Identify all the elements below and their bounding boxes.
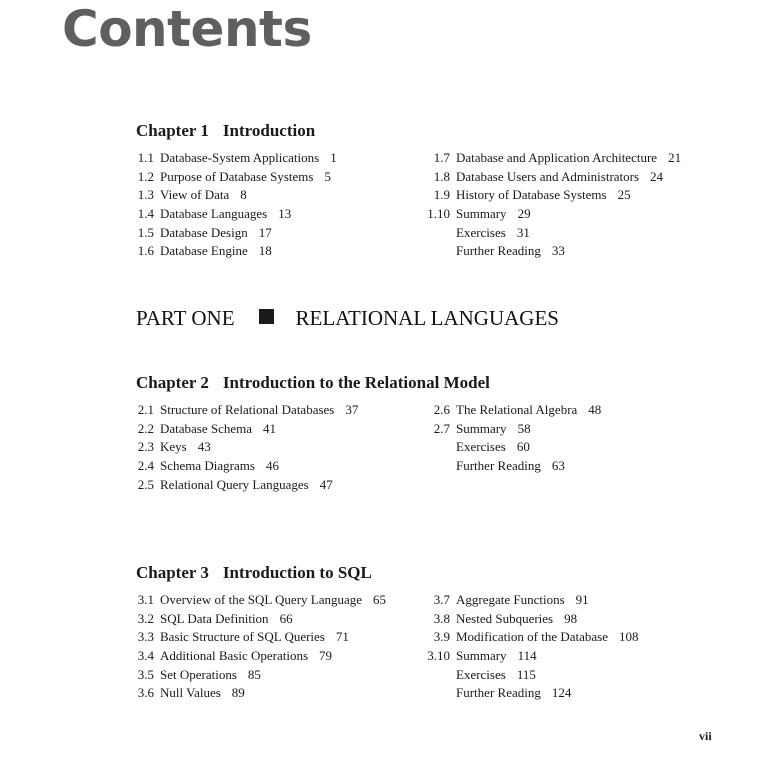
chapter-1-title: Introduction xyxy=(222,121,316,140)
section-title: Database Languages xyxy=(160,206,268,222)
section-number: 3.5 xyxy=(137,666,154,682)
chapter-2-title: Introduction to the Relational Model xyxy=(222,373,490,392)
section-page: 17 xyxy=(258,224,272,240)
section-number: 3.9 xyxy=(433,629,450,645)
section-page: 37 xyxy=(345,402,359,417)
toc-entry xyxy=(136,591,386,610)
section-page: 114 xyxy=(517,648,537,664)
toc-entry xyxy=(424,457,601,476)
section-title: Exercises xyxy=(456,224,506,240)
section-page: 115 xyxy=(516,666,536,682)
section-number: 3.6 xyxy=(137,685,154,701)
section-number: 2.3 xyxy=(137,439,154,455)
section-number: 3.2 xyxy=(137,610,154,626)
section-title: Set Operations xyxy=(160,666,237,682)
toc-entry xyxy=(136,149,337,168)
toc-entry xyxy=(424,647,638,666)
section-number: 2.1 xyxy=(137,402,154,417)
chapter-3-right-column xyxy=(424,591,638,703)
section-page: 85 xyxy=(247,666,261,682)
chapter-3-label: Chapter 3 xyxy=(136,563,209,582)
part-heading xyxy=(136,305,559,331)
section-title: Exercises xyxy=(456,666,506,682)
black-square-icon xyxy=(259,309,274,324)
section-page: 65 xyxy=(373,592,387,607)
toc-entry xyxy=(136,205,337,224)
toc-entry xyxy=(136,401,358,420)
toc-entry xyxy=(136,647,386,666)
section-title: Database Schema xyxy=(160,420,253,436)
section-number: 3.10 xyxy=(427,648,450,664)
section-number: 3.3 xyxy=(137,629,154,645)
section-page: 13 xyxy=(278,206,292,222)
page-number: vii xyxy=(699,729,712,743)
section-page: 1 xyxy=(330,150,337,165)
section-page: 43 xyxy=(197,439,211,455)
toc-entry xyxy=(136,224,337,243)
chapter-2-right-column xyxy=(424,401,601,476)
section-page: 79 xyxy=(319,648,333,664)
section-title: Database Engine xyxy=(160,243,248,259)
section-title: Overview of the SQL Query Language xyxy=(160,592,363,607)
section-number: 1.9 xyxy=(433,187,450,203)
toc-entry xyxy=(424,168,681,187)
section-page: 108 xyxy=(618,629,639,645)
section-page: 46 xyxy=(265,458,279,474)
section-title: Further Reading xyxy=(456,458,541,474)
section-number: 1.4 xyxy=(137,206,154,222)
chapter-1-heading xyxy=(136,121,315,141)
toc-entry xyxy=(424,186,681,205)
section-number: 1.5 xyxy=(137,224,154,240)
section-number: 3.1 xyxy=(137,592,154,607)
section-title: Exercises xyxy=(456,439,506,455)
section-title: Null Values xyxy=(160,685,221,701)
section-page: 60 xyxy=(516,439,530,455)
toc-entry xyxy=(136,476,358,495)
section-page: 5 xyxy=(324,168,331,184)
toc-entry xyxy=(424,401,601,420)
toc-entry xyxy=(424,420,601,439)
toc-entry xyxy=(136,684,386,703)
section-title: Schema Diagrams xyxy=(160,458,255,474)
section-title: Database-System Applications xyxy=(160,150,320,165)
section-page: 124 xyxy=(551,685,572,701)
section-title: Database and Application Architecture xyxy=(456,150,658,165)
section-title: Basic Structure of SQL Queries xyxy=(160,629,325,645)
section-title: Additional Basic Operations xyxy=(160,648,309,664)
section-page: 8 xyxy=(240,187,247,203)
section-number: 1.3 xyxy=(137,187,154,203)
section-page: 33 xyxy=(551,243,565,259)
toc-entry xyxy=(424,224,681,243)
section-page: 48 xyxy=(588,402,602,417)
toc-entry xyxy=(136,628,386,647)
section-page: 66 xyxy=(279,610,293,626)
part-title: RELATIONAL LANGUAGES xyxy=(295,306,559,330)
section-page: 89 xyxy=(231,685,245,701)
chapter-3-heading xyxy=(136,563,372,583)
chapter-3-left-column xyxy=(136,591,386,703)
toc-entry xyxy=(424,628,638,647)
toc-entry xyxy=(136,438,358,457)
section-number: 1.10 xyxy=(427,206,450,222)
section-number: 2.6 xyxy=(433,402,450,417)
section-title: Summary xyxy=(456,420,507,436)
chapter-2-label: Chapter 2 xyxy=(136,373,209,392)
section-page: 21 xyxy=(668,150,682,165)
toc-entry xyxy=(136,610,386,629)
section-title: Nested Subqueries xyxy=(456,610,554,626)
section-number: 2.2 xyxy=(137,420,154,436)
section-title: Summary xyxy=(456,206,507,222)
section-title: Further Reading xyxy=(456,685,541,701)
section-title: Summary xyxy=(456,648,507,664)
section-number: 1.6 xyxy=(137,243,154,259)
chapter-2-left-column xyxy=(136,401,358,494)
section-number: 2.5 xyxy=(137,476,154,492)
section-number: 3.8 xyxy=(433,610,450,626)
toc-entry xyxy=(136,666,386,685)
page-title: Contents xyxy=(62,0,312,58)
section-title: Further Reading xyxy=(456,243,541,259)
section-title: Modification of the Database xyxy=(456,629,608,645)
toc-entry xyxy=(424,666,638,685)
section-title: View of Data xyxy=(160,187,230,203)
toc-entry xyxy=(424,684,638,703)
section-number: 1.1 xyxy=(137,150,154,165)
section-title: Database Users and Administrators xyxy=(456,168,640,184)
section-number: 3.4 xyxy=(137,648,154,664)
toc-entry xyxy=(136,457,358,476)
section-title: SQL Data Definition xyxy=(160,610,269,626)
toc-entry xyxy=(136,420,358,439)
toc-entry xyxy=(424,610,638,629)
section-title: Aggregate Functions xyxy=(456,592,565,607)
toc-entry xyxy=(136,242,337,261)
section-title: Database Design xyxy=(160,224,248,240)
section-page: 29 xyxy=(517,206,531,222)
chapter-2-heading xyxy=(136,373,490,393)
toc-entry xyxy=(424,242,681,261)
section-page: 47 xyxy=(319,476,333,492)
chapter-3-title: Introduction to SQL xyxy=(222,563,372,582)
toc-entry xyxy=(424,591,638,610)
section-page: 98 xyxy=(564,610,578,626)
section-page: 91 xyxy=(575,592,589,607)
section-page: 71 xyxy=(335,629,349,645)
section-page: 31 xyxy=(516,224,530,240)
section-page: 25 xyxy=(617,187,631,203)
section-number: 2.4 xyxy=(137,458,154,474)
toc-entry xyxy=(136,186,337,205)
section-page: 24 xyxy=(650,168,664,184)
section-title: Structure of Relational Databases xyxy=(160,402,335,417)
chapter-1-right-column xyxy=(424,149,681,261)
toc-entry xyxy=(424,438,601,457)
toc-entry xyxy=(136,168,337,187)
part-label: PART ONE xyxy=(136,306,235,330)
section-number: 1.7 xyxy=(433,150,450,165)
section-title: Relational Query Languages xyxy=(160,476,309,492)
section-title: The Relational Algebra xyxy=(456,402,578,417)
section-number: 1.8 xyxy=(433,168,450,184)
section-page: 18 xyxy=(258,243,272,259)
chapter-1-label: Chapter 1 xyxy=(136,121,209,140)
section-page: 41 xyxy=(263,420,277,436)
section-title: Purpose of Database Systems xyxy=(160,168,314,184)
section-number: 2.7 xyxy=(433,420,450,436)
section-page: 63 xyxy=(551,458,565,474)
section-page: 58 xyxy=(517,420,531,436)
toc-entry xyxy=(424,205,681,224)
toc-entry xyxy=(424,149,681,168)
section-title: Keys xyxy=(160,439,187,455)
section-number: 3.7 xyxy=(433,592,450,607)
section-number: 1.2 xyxy=(137,168,154,184)
section-title: History of Database Systems xyxy=(456,187,607,203)
chapter-1-left-column xyxy=(136,149,337,261)
